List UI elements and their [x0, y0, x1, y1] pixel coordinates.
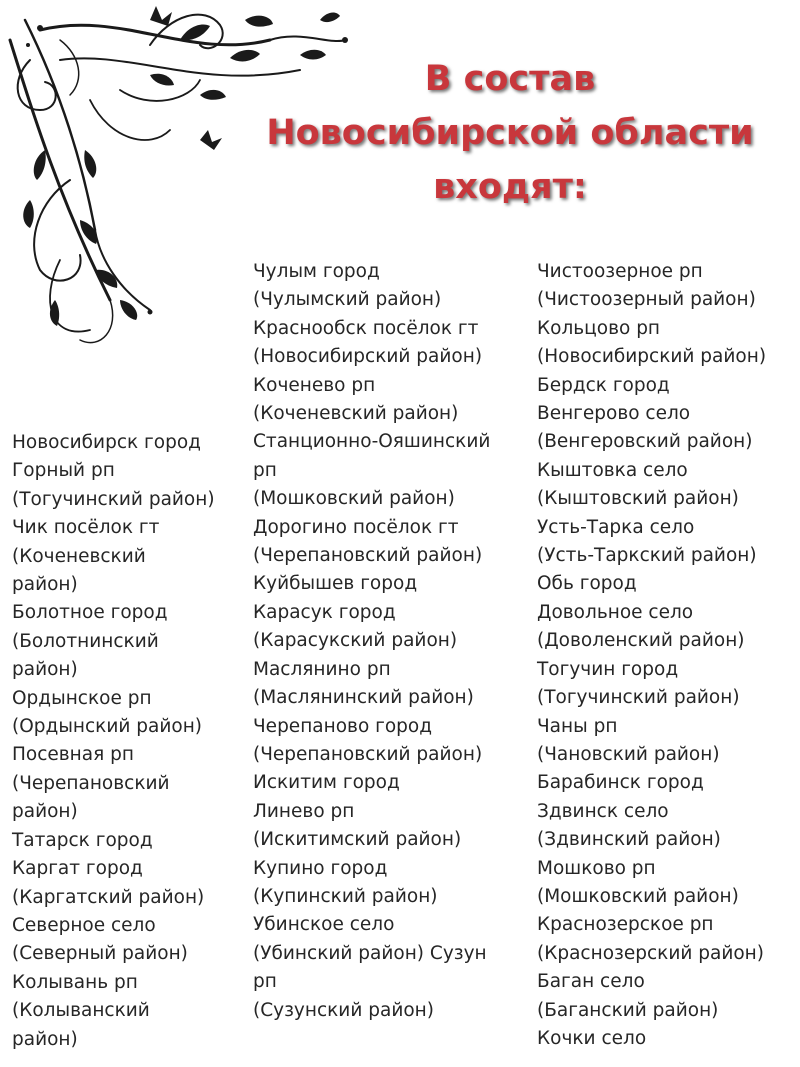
list-item: Баган село	[537, 971, 645, 993]
list-item: (Новосибирский район)	[253, 346, 483, 368]
list-item: Болотное город	[12, 602, 168, 624]
list-item: (Чулымский район)	[253, 289, 442, 311]
list-item: (Новосибирский район)	[537, 346, 767, 368]
list-item: (Коченевский район)	[253, 403, 459, 425]
list-item: Татарск город	[12, 829, 153, 851]
title-line-3: входят:	[433, 167, 587, 207]
list-item: Карасук город	[253, 601, 396, 623]
list-item: Дорогино посёлок гт	[253, 516, 459, 538]
list-item: Обь город	[537, 573, 637, 595]
list-item: район)	[12, 801, 78, 823]
list-item: Станционно-Ояшинский	[253, 431, 491, 453]
list-item: Кочки село	[537, 1027, 647, 1049]
list-item: Посевная рп	[12, 744, 134, 766]
list-item: (Чановский район)	[537, 743, 720, 765]
title-line-2: Новосибирской области	[266, 113, 754, 153]
list-item: Краснообск посёлок гт	[253, 317, 479, 339]
list-item: (Маслянинский район)	[253, 687, 474, 709]
list-item: (Болотнинский	[12, 630, 159, 652]
list-item: (Черепановский район)	[253, 743, 483, 765]
list-item: Мошково рп	[537, 857, 656, 879]
list-item: (Доволенский район)	[537, 630, 745, 652]
list-item: Венгерово село	[537, 403, 691, 425]
list-item: Довольное село	[537, 601, 694, 623]
list-item: (Венгеровский район)	[537, 431, 753, 453]
list-item: Каргат город	[12, 858, 143, 880]
list-item: (Кыштовский район)	[537, 488, 739, 510]
list-item: Колывань рп	[12, 971, 138, 993]
title-line-1: В состав	[424, 59, 596, 99]
list-item: Барабинск город	[537, 772, 704, 794]
list-item: Бердск город	[537, 374, 670, 396]
settlement-list-column-3	[537, 258, 766, 1053]
settlement-list-column-2	[253, 258, 490, 1025]
list-item: (Убинский район) Сузун	[253, 942, 487, 964]
list-item: рп	[253, 459, 277, 481]
list-item: (Купинский район)	[253, 885, 438, 907]
list-item: Горный рп	[12, 460, 115, 482]
list-item: (Чистоозерный район)	[537, 289, 756, 311]
list-item: Куйбышев город	[253, 573, 418, 595]
list-item: (Колыванский	[12, 1000, 150, 1022]
list-item: (Мошковский район)	[253, 488, 455, 510]
list-item: Усть-Тарка село	[537, 516, 695, 538]
list-item: (Краснозерский район)	[537, 942, 764, 964]
list-item: (Искитимский район)	[253, 829, 462, 851]
list-item: район)	[12, 574, 78, 596]
list-item: (Усть-Таркский район)	[537, 545, 757, 567]
list-item: Северное село	[12, 914, 156, 936]
list-item: (Тогучинский район)	[12, 488, 215, 510]
list-item: (Северный район)	[12, 943, 188, 965]
settlement-list-column-1	[12, 429, 215, 1054]
list-item: (Ордынский район)	[12, 716, 203, 738]
list-item: Новосибирск город	[12, 432, 201, 453]
list-item: Ордынское рп	[12, 687, 152, 709]
list-item: Чаны рп	[537, 715, 618, 737]
list-item: (Черепановский	[12, 772, 170, 794]
list-item: район)	[12, 659, 78, 681]
list-item: Кыштовка село	[537, 459, 688, 481]
list-item: (Каргатский район)	[12, 886, 205, 908]
list-item: Кольцово рп	[537, 317, 661, 339]
list-item: Тогучин город	[537, 658, 679, 680]
list-item: (Коченевский	[12, 545, 146, 567]
list-item: Чистоозерное рп	[537, 261, 703, 282]
list-item: Краснозерское рп	[537, 914, 714, 936]
list-item: (Здвинский район)	[537, 829, 721, 851]
list-item: (Тогучинский район)	[537, 687, 740, 709]
list-item: (Мошковский район)	[537, 885, 739, 907]
list-item: район)	[12, 1028, 78, 1050]
list-item: (Сузунский район)	[253, 999, 434, 1021]
list-item: Коченево рп	[253, 374, 376, 396]
list-item: Черепаново город	[253, 715, 433, 737]
list-item: (Баганский район)	[537, 999, 719, 1021]
list-item: рп	[253, 971, 277, 993]
list-item: Маслянино рп	[253, 658, 391, 680]
list-item: Убинское село	[253, 914, 395, 936]
list-item: Здвинск село	[537, 800, 669, 822]
list-item: (Черепановский район)	[253, 545, 483, 567]
list-item: Искитим город	[253, 772, 400, 794]
list-item: Чулым город	[253, 261, 380, 282]
list-item: Чик посёлок гт	[12, 517, 160, 539]
list-item: (Карасукский район)	[253, 630, 458, 652]
list-item: Линево рп	[253, 800, 355, 822]
page-title	[230, 52, 790, 214]
list-item: Купино город	[253, 857, 388, 879]
